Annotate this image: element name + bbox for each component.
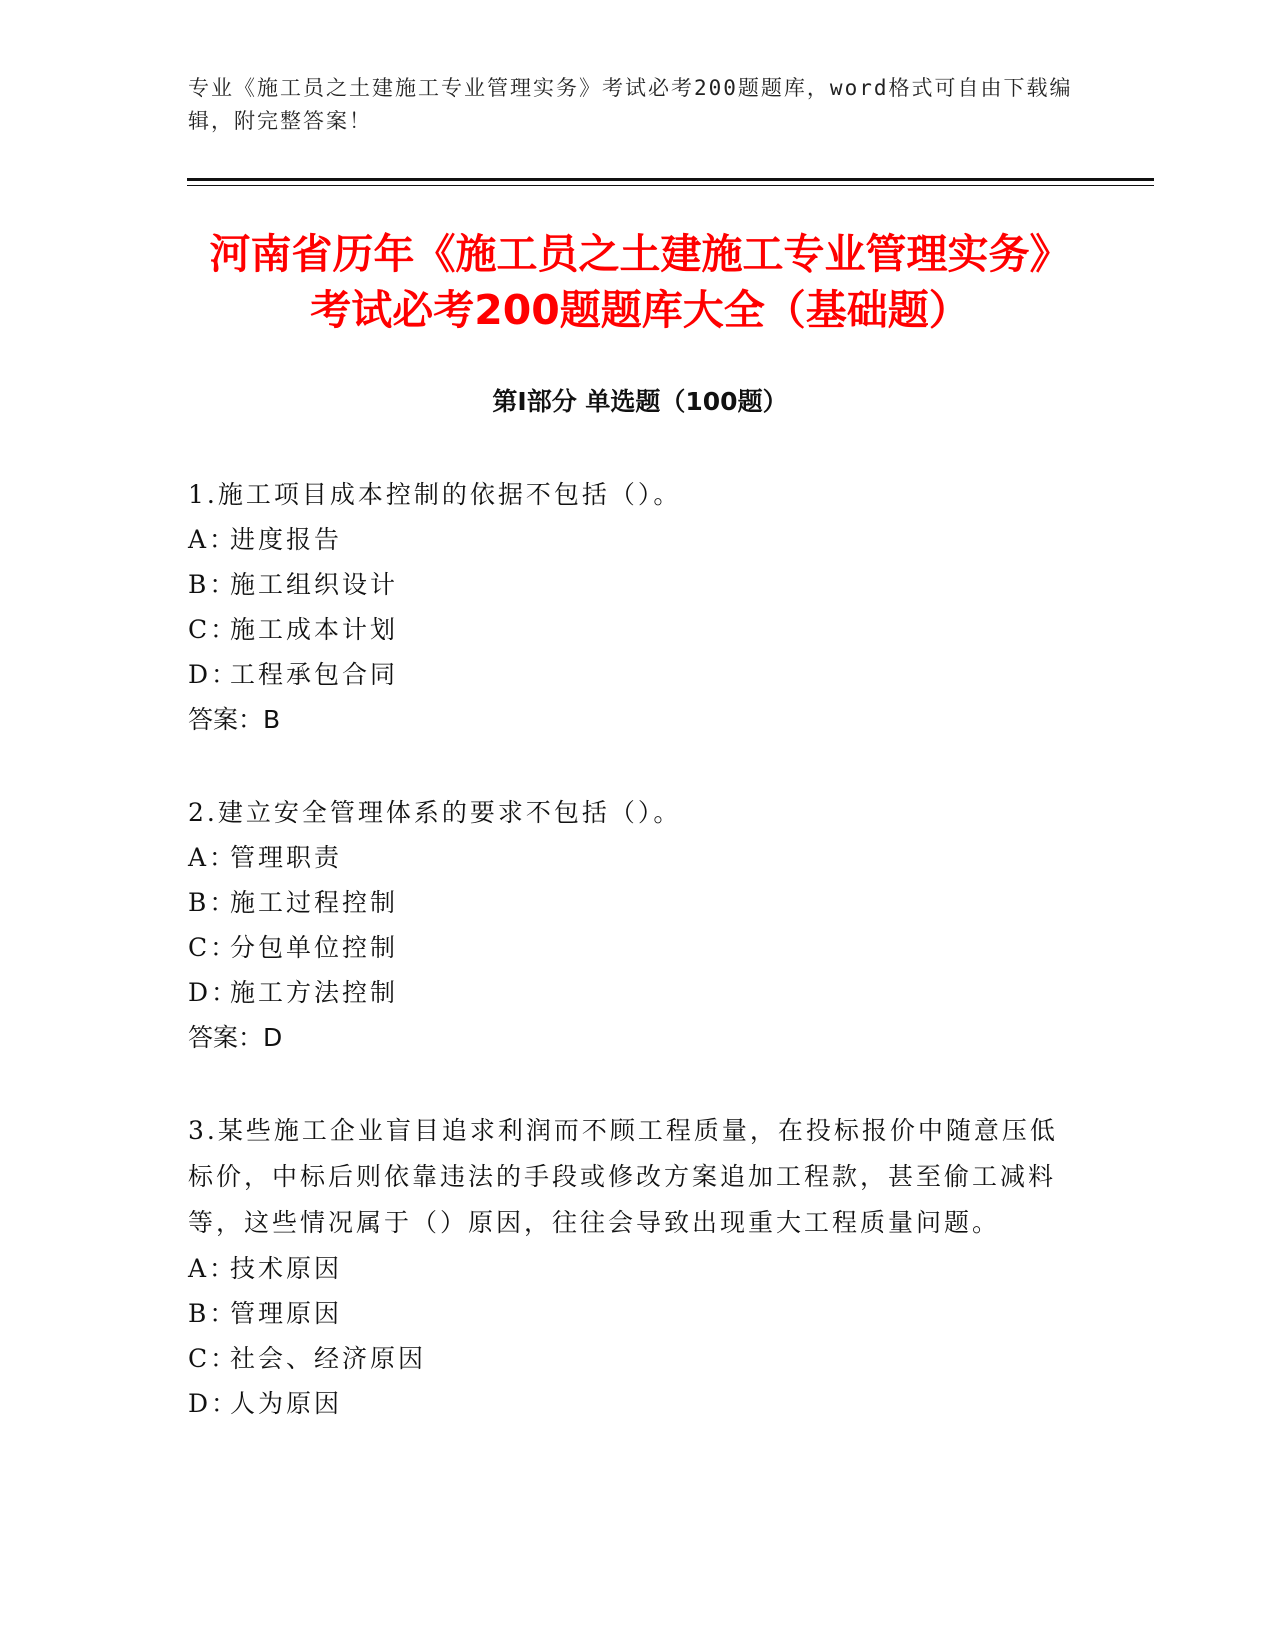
option-letter: A：	[188, 843, 238, 872]
document-title: 河南省历年《施工员之土建施工专业管理实务》考试必考200题题库大全（基础题）	[209, 230, 1071, 334]
option-text: 进度报告	[230, 525, 343, 554]
option-letter: B：	[188, 888, 238, 917]
option-text: 管理职责	[230, 843, 343, 872]
option-c	[188, 1336, 1068, 1381]
answer-line: 答案：B	[188, 705, 281, 734]
question-text: 3.某些施工企业盲目追求利润而不顾工程质量，在投标报价中随意压低标价，中标后则依靠违法的手段或修改方案追加工程款，甚至偷工减料等，这些情况属于（）原因，往往会导致出现重大工程质量问题。	[188, 1116, 1058, 1237]
option-c	[188, 925, 1068, 970]
question-1	[188, 472, 1068, 742]
option-text: 工程承包合同	[230, 660, 399, 689]
header-rule-thin	[187, 185, 1154, 186]
section-title: 第I部分 单选题（100题）	[492, 387, 788, 416]
option-text: 施工方法控制	[230, 978, 399, 1007]
header-note: 专业《施工员之土建施工专业管理实务》考试必考200题题库，word格式可自由下载编辑，附完整答案！	[188, 76, 1073, 133]
option-c	[188, 607, 1068, 652]
header-rule-thick	[187, 178, 1154, 181]
option-text: 社会、经济原因	[230, 1344, 427, 1373]
question-2	[188, 790, 1068, 1060]
option-d	[188, 652, 1068, 697]
option-letter: B：	[188, 1299, 238, 1328]
option-letter: C：	[188, 615, 239, 644]
answer-line: 答案：D	[188, 1023, 283, 1052]
option-letter: A：	[188, 1254, 238, 1283]
option-a	[188, 835, 1068, 880]
question-text: 2.建立安全管理体系的要求不包括（）。	[188, 798, 682, 827]
option-text: 施工成本计划	[230, 615, 399, 644]
option-letter: A：	[188, 525, 238, 554]
option-letter: D：	[188, 978, 240, 1007]
option-letter: D：	[188, 660, 240, 689]
option-text: 分包单位控制	[230, 933, 399, 962]
option-letter: D：	[188, 1389, 240, 1418]
option-a	[188, 517, 1068, 562]
option-d	[188, 970, 1068, 1015]
option-letter: B：	[188, 570, 238, 599]
option-text: 人为原因	[230, 1389, 343, 1418]
option-b	[188, 880, 1068, 925]
option-b	[188, 1291, 1068, 1336]
option-letter: C：	[188, 1344, 239, 1373]
option-text: 技术原因	[230, 1254, 343, 1283]
question-3	[188, 1108, 1068, 1426]
option-letter: C：	[188, 933, 239, 962]
question-text: 1.施工项目成本控制的依据不包括（）。	[188, 480, 682, 509]
option-text: 施工组织设计	[230, 570, 399, 599]
option-b	[188, 562, 1068, 607]
option-d	[188, 1381, 1068, 1426]
option-a	[188, 1246, 1068, 1291]
option-text: 管理原因	[230, 1299, 343, 1328]
option-text: 施工过程控制	[230, 888, 399, 917]
